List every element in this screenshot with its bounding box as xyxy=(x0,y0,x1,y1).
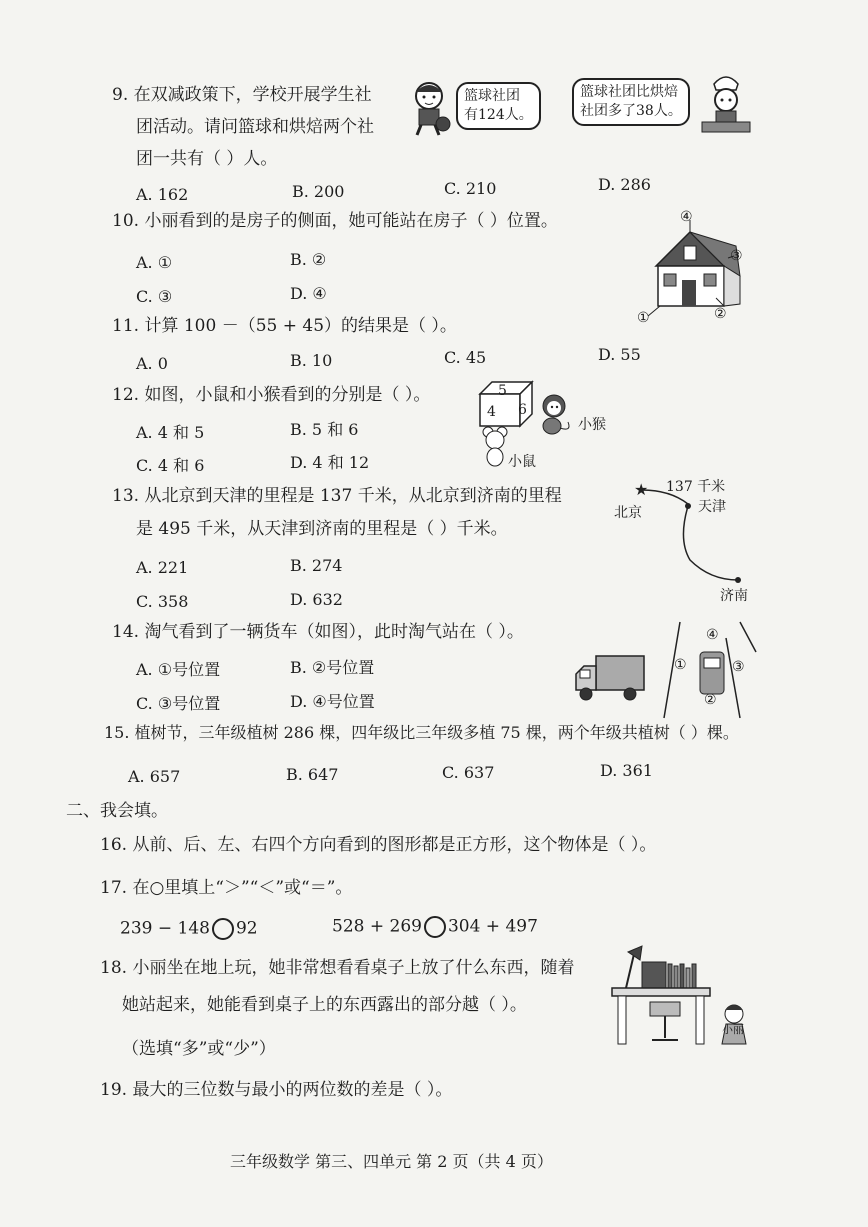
q17-question: 17. 在○里填上“＞”“＜”或“＝”。 xyxy=(100,878,353,898)
monkey-image xyxy=(538,392,574,436)
bubble-line: 篮球社团比烘焙 xyxy=(580,84,678,100)
bubble-line: 社团多了38人。 xyxy=(580,103,682,119)
q17-expr2-right: 304 + 497 xyxy=(447,916,538,937)
q15-question: 15. 植树节，三年级植树 286 棵，四年级比三年级多植 75 棵，两个年级共植树（ ）棵。 xyxy=(104,723,739,742)
map-beijing-label: 北京 xyxy=(614,505,642,521)
q13-option-d: D. 632 xyxy=(290,590,343,609)
page-footer: 三年级数学 第三、四单元 第 2 页（共 4 页） xyxy=(230,1152,553,1171)
q10-mark-4: ④ xyxy=(680,209,693,225)
cube-face-top: 5 xyxy=(498,383,507,399)
cube-face-right: 6 xyxy=(518,402,527,418)
cube-face-front: 4 xyxy=(487,404,496,420)
q12-option-c: C. 4 和 6 xyxy=(136,456,205,475)
q13-option-a: A. 221 xyxy=(136,558,189,577)
q9-line3: 团一共有（ ）人。 xyxy=(136,149,278,169)
q10-mark-3: ③ xyxy=(730,248,743,264)
q15-option-c: C. 637 xyxy=(442,763,495,782)
q15-option-b: B. 647 xyxy=(286,765,339,784)
q11-option-d: D. 55 xyxy=(598,345,641,364)
q14-question: 14. 淘气看到了一辆货车（如图），此时淘气站在（ ）。 xyxy=(112,622,524,642)
svg-text:★: ★ xyxy=(634,480,649,499)
q15-option-a: A. 657 xyxy=(128,767,181,786)
chef-kid-image xyxy=(700,74,752,134)
q13-option-b: B. 274 xyxy=(290,556,343,575)
q10-option-a: A. ① xyxy=(136,253,173,272)
q15-option-d: D. 361 xyxy=(600,761,653,780)
speech-bubble-baking xyxy=(572,78,690,126)
map-distance-label: 137 千米 xyxy=(666,479,726,495)
q14-mark-1: ① xyxy=(674,657,687,673)
q14-mark-2: ② xyxy=(704,692,717,708)
q19-question: 19. 最大的三位数与最小的两位数的差是（ ）。 xyxy=(100,1080,453,1100)
q9-line2: 团活动。请问篮球和烘焙两个社 xyxy=(136,117,374,137)
q13-line1: 13. 从北京到天津的里程是 137 千米，从北京到济南的里程 xyxy=(112,486,562,506)
q14-option-d: D. ④号位置 xyxy=(290,692,375,711)
truck-image xyxy=(572,652,648,704)
q13-option-c: C. 358 xyxy=(136,592,189,611)
mouse-image xyxy=(480,426,510,468)
q12-option-a: A. 4 和 5 xyxy=(136,423,205,442)
q14-option-b: B. ②号位置 xyxy=(290,658,375,677)
q14-mark-4: ④ xyxy=(706,627,719,643)
q14-option-a: A. ①号位置 xyxy=(136,660,221,679)
q9-option-b: B. 200 xyxy=(292,182,345,201)
q10-question: 10. 小丽看到的是房子的侧面，她可能站在房子（ ）位置。 xyxy=(112,211,558,231)
q18-line3: （选填“多”或“少”） xyxy=(122,1039,276,1059)
q14-mark-3: ③ xyxy=(732,659,745,675)
q11-option-a: A. 0 xyxy=(136,354,168,373)
q9-option-c: C. 210 xyxy=(444,179,497,198)
basketball-kid-image xyxy=(405,80,453,136)
q10-option-b: B. ② xyxy=(290,250,327,269)
q17-expr1-left: 239 − 148 xyxy=(120,918,210,939)
q17-expr2-left: 528 + 269 xyxy=(332,916,422,937)
q18-line1: 18. 小丽坐在地上玩，她非常想看看桌子上放了什么东西，随着 xyxy=(100,958,575,978)
q9-option-d: D. 286 xyxy=(598,175,651,194)
q9-line1: 9. 在双减政策下，学校开展学生社 xyxy=(112,85,372,105)
bubble-line: 篮球社团 xyxy=(464,88,520,104)
mouse-label: 小鼠 xyxy=(508,454,536,470)
q12-option-d: D. 4 和 12 xyxy=(290,453,370,472)
q10-option-c: C. ③ xyxy=(136,287,173,306)
q11-option-b: B. 10 xyxy=(290,351,333,370)
q13-line2: 是 495 千米，从天津到济南的里程是（ ）千米。 xyxy=(136,519,508,539)
q10-mark-1: ① xyxy=(637,310,650,326)
q18-girl-label: 小丽 xyxy=(722,1023,744,1036)
q10-mark-2: ② xyxy=(714,306,727,322)
speech-bubble-basketball xyxy=(456,82,541,130)
q10-option-d: D. ④ xyxy=(290,284,327,303)
q9-option-a: A. 162 xyxy=(136,185,189,204)
bubble-line: 有124人。 xyxy=(464,107,533,123)
q17-expression-2 xyxy=(332,916,538,938)
monkey-label: 小猴 xyxy=(578,417,606,433)
compare-circle-1[interactable] xyxy=(212,918,234,940)
q16-question: 16. 从前、后、左、右四个方向看到的图形都是正方形，这个物体是（ ）。 xyxy=(100,835,657,855)
compare-circle-2[interactable] xyxy=(424,916,446,938)
q12-option-b: B. 5 和 6 xyxy=(290,420,359,439)
q14-option-c: C. ③号位置 xyxy=(136,694,221,713)
q11-question: 11. 计算 100 －（55 + 45）的结果是（ ）。 xyxy=(112,316,457,336)
q17-expr1-right: 92 xyxy=(235,918,258,939)
q17-expression-1 xyxy=(120,918,258,940)
map-tianjin-label: 天津 xyxy=(698,499,726,515)
q12-question: 12. 如图，小鼠和小猴看到的分别是（ ）。 xyxy=(112,385,431,405)
section2-heading: 二、我会填。 xyxy=(66,801,168,821)
map-jinan-label: 济南 xyxy=(720,588,748,604)
q11-option-c: C. 45 xyxy=(444,348,487,367)
q18-line2: 她站起来，她能看到桌子上的东西露出的部分越（ ）。 xyxy=(122,995,527,1015)
